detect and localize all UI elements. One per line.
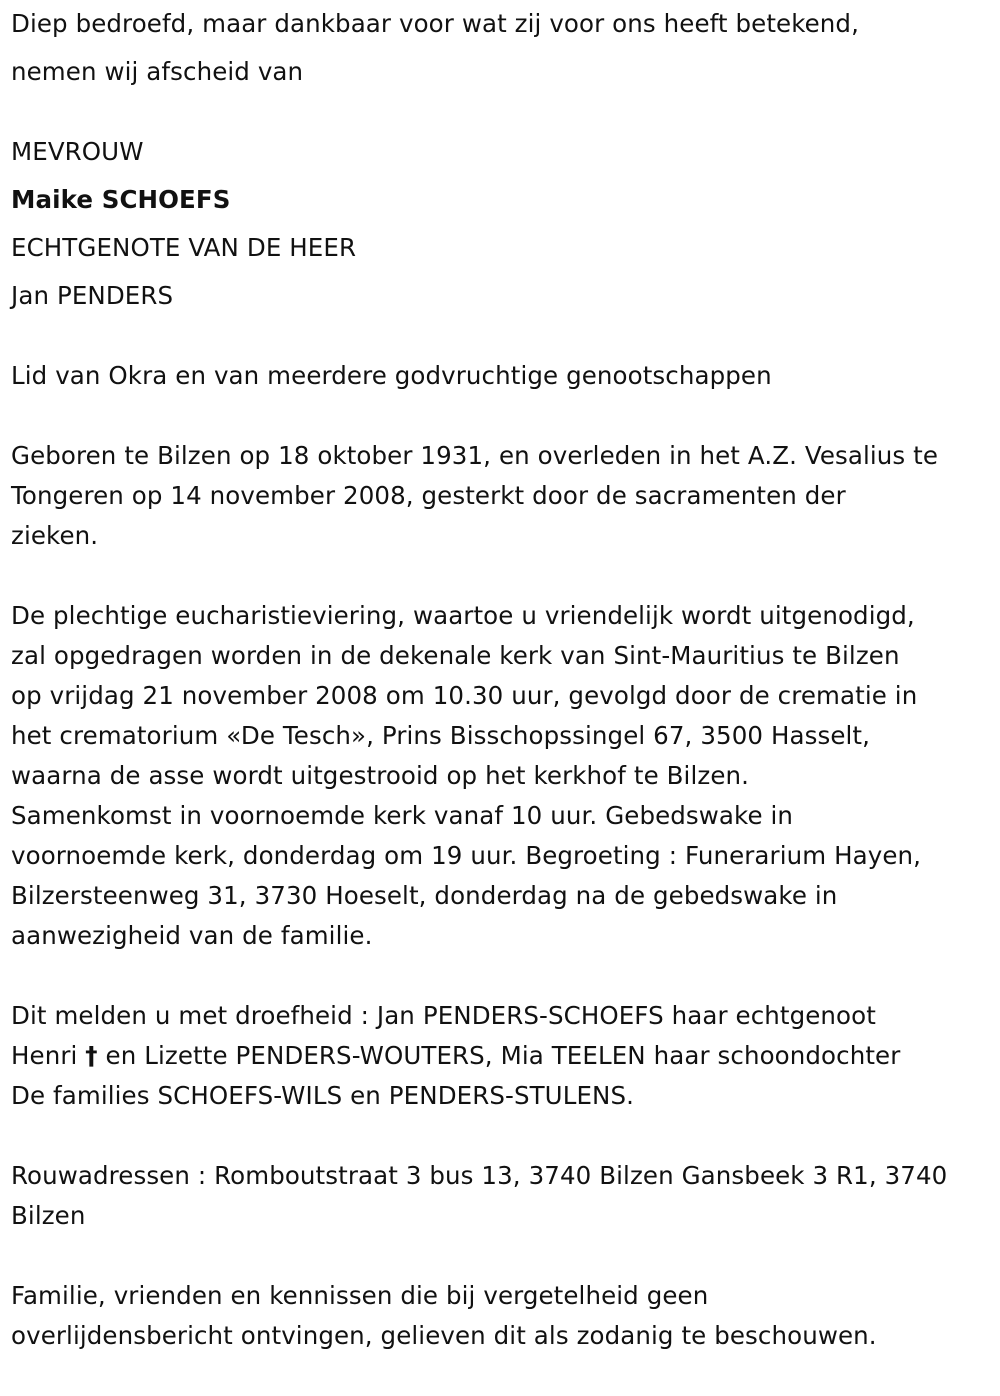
- closing-line: overlijdensbericht ontvingen, gelieven dit als zodanig te beschouwen.: [11, 1321, 877, 1350]
- family-line: [11, 1036, 991, 1076]
- cross-icon: †: [85, 1041, 98, 1070]
- family-paragraph: [11, 996, 991, 1116]
- deceased-title: MEVROUW: [11, 137, 144, 166]
- ceremony-line: De plechtige eucharistieviering, waartoe u vriendelijk wordt uitgenodigd,: [11, 601, 915, 630]
- intro-line: nemen wij afscheid van: [11, 57, 304, 86]
- spouse-name: Jan PENDERS: [11, 281, 174, 310]
- ceremony-line: Bilzersteenweg 31, 3730 Hoeselt, donderdag na de gebedswake in: [11, 881, 838, 910]
- birth-death-line: zieken.: [11, 521, 99, 550]
- deceased-name: Maike SCHOEFS: [11, 185, 231, 214]
- ceremony-line: op vrijdag 21 november 2008 om 10.30 uur, gevolgd door de crematie in: [11, 681, 918, 710]
- birth-death-paragraph: [11, 436, 991, 556]
- intro-paragraph: [11, 4, 991, 92]
- ceremony-line: het crematorium «De Tesch», Prins Bisschopssingel 67, 3500 Hasselt,: [11, 721, 870, 750]
- closing-line: Familie, vrienden en kennissen die bij vergetelheid geen: [11, 1281, 709, 1310]
- ceremony-line: waarna de asse wordt uitgestrooid op het kerkhof te Bilzen.: [11, 761, 750, 790]
- closing-paragraph: [11, 1276, 991, 1356]
- address-line: Rouwadressen : Romboutstraat 3 bus 13, 3740 Bilzen Gansbeek 3 R1, 3740: [11, 1161, 948, 1190]
- family-member-henri: Henri: [11, 1041, 78, 1070]
- deceased-block: [11, 132, 991, 316]
- birth-death-line: Tongeren op 14 november 2008, gesterkt door de sacramenten der: [11, 481, 846, 510]
- ceremony-line: zal opgedragen worden in de dekenale kerk van Sint-Mauritius te Bilzen: [11, 641, 900, 670]
- family-line-rest: en Lizette PENDERS-WOUTERS, Mia TEELEN haar schoondochter: [105, 1041, 901, 1070]
- address-line: Bilzen: [11, 1201, 86, 1230]
- addresses-paragraph: [11, 1156, 991, 1236]
- membership-line: Lid van Okra en van meerdere godvruchtige genootschappen: [11, 361, 772, 390]
- deceased-relation: ECHTGENOTE VAN DE HEER: [11, 233, 357, 262]
- ceremony-line: aanwezigheid van de familie.: [11, 921, 373, 950]
- ceremony-paragraph: [11, 596, 991, 956]
- ceremony-line: Samenkomst in voornoemde kerk vanaf 10 uur. Gebedswake in: [11, 801, 794, 830]
- membership-paragraph: [11, 356, 991, 396]
- family-line: De families SCHOEFS-WILS en PENDERS-STULENS.: [11, 1081, 635, 1110]
- intro-line: Diep bedroefd, maar dankbaar voor wat zij voor ons heeft betekend,: [11, 9, 859, 38]
- birth-death-line: Geboren te Bilzen op 18 oktober 1931, en overleden in het A.Z. Vesalius te: [11, 441, 939, 470]
- family-line: Dit melden u met droefheid : Jan PENDERS-SCHOEFS haar echtgenoot: [11, 1001, 876, 1030]
- death-notice: [11, 4, 991, 1396]
- ceremony-line: voornoemde kerk, donderdag om 19 uur. Begroeting : Funerarium Hayen,: [11, 841, 922, 870]
